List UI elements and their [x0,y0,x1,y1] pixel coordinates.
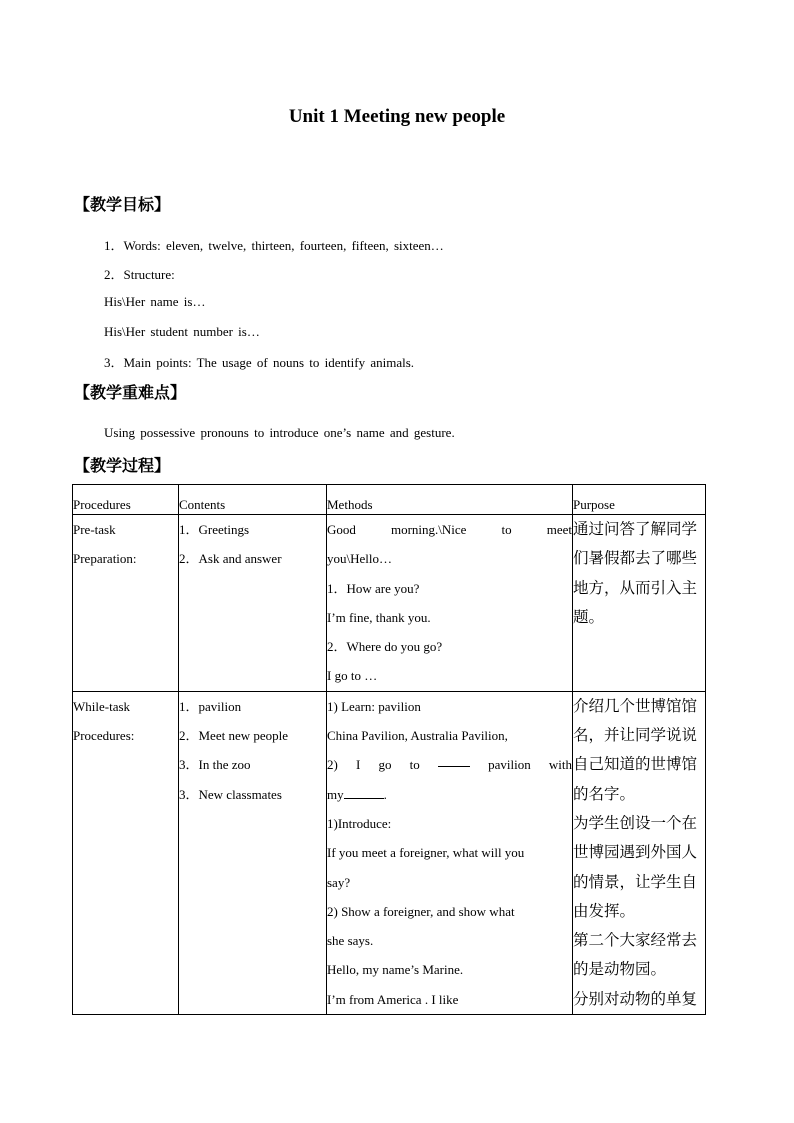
contents-item: 2．Meet new people [179,728,289,744]
page-title: Unit 1 Meeting new people [288,106,506,127]
procedure-text: Preparation: [73,551,137,567]
header-cell: Methods [327,485,573,515]
methods-line: 1) Learn: pavilion [327,698,421,714]
methods-line: China Pavilion, Australia Pavilion, [327,728,508,744]
objective-line: His\Her name is… [104,294,206,309]
methods-cell [327,515,573,692]
header-cell: Contents [179,485,327,515]
section-key-points-heading: 【教学重难点】 [74,383,187,402]
methods-line: 2) Show a foreigner, and show what [327,903,515,919]
purpose-line: 题。 [573,607,605,626]
purpose-line: 的是动物园。 [573,960,667,979]
objective-line: 2．Structure: [104,267,175,282]
methods-line: say? [327,874,351,890]
methods-line: 2．Where do you go? [327,639,443,655]
procedure-text: While-task [73,698,131,714]
procedure-text: Pre-task [73,522,116,537]
table-row [73,515,706,692]
contents-item: 3．New classmates [179,786,282,802]
methods-line: I go to … [327,668,378,684]
objective-line: His\Her student number is… [104,324,260,339]
purpose-line: 们暑假都去了哪些 [573,549,698,568]
purpose-line: 地方，从而引入主 [573,578,698,597]
purpose-cell [573,691,706,1014]
purpose-line: 分别对动物的单复 [573,989,698,1008]
header-cell: Purpose [573,485,706,515]
purpose-line: 世博园遇到外国人 [573,843,698,862]
fill-blank [438,750,470,767]
purpose-line: 自己知道的世博馆 [573,755,698,774]
methods-line: Good morning.\Nice to meet [327,522,572,537]
purpose-line: 为学生创设一个在 [573,813,698,832]
methods-line: If you meet a foreigner, what will you [327,845,525,861]
purpose-cell [573,515,706,692]
table-row [73,691,706,1014]
header-cell: Procedures [73,485,179,515]
objective-line: 1．Words: eleven, twelve, thirteen, fourteen, fifteen, sixteen… [104,238,444,253]
procedure-cell [73,691,179,1014]
purpose-line: 由发挥。 [573,901,636,920]
methods-line: I’m from America . I like [327,991,459,1007]
methods-line: she says. [327,933,374,949]
methods-cell [327,691,573,1014]
section-objectives-heading: 【教学目标】 [74,195,171,214]
objective-line: 3．Main points: The usage of nouns to identify animals. [104,355,415,370]
contents-item: 1．pavilion [179,698,242,714]
section-process-heading: 【教学过程】 [74,456,171,475]
contents-item: 1．Greetings [179,522,250,537]
methods-line: 2) I go to pavilion with [327,750,572,779]
purpose-line: 名，并让同学说说 [573,726,698,745]
contents-cell [179,691,327,1014]
methods-line: I’m fine, thank you. [327,609,431,625]
contents-item: 3．In the zoo [179,757,251,773]
methods-line: Hello, my name’s Marine. [327,962,464,978]
purpose-line: 介绍几个世博馆馆 [573,696,698,715]
contents-item: 2．Ask and answer [179,551,282,567]
procedure-table [72,484,706,1015]
methods-line: 1)Introduce: [327,815,392,831]
procedure-text: Procedures: [73,728,135,744]
contents-cell [179,515,327,692]
procedure-cell [73,515,179,692]
methods-line: you\Hello… [327,551,392,567]
purpose-line: 第二个大家经常去 [573,931,698,950]
methods-line: 1．How are you? [327,580,420,596]
purpose-line: 的名字。 [573,784,636,803]
fill-blank [344,782,384,799]
key-points-text: Using possessive pronouns to introduce one’s name and gesture. [104,425,455,440]
table-header-row [73,485,706,515]
methods-line: my . [327,780,572,809]
purpose-line: 通过问答了解同学 [573,520,698,538]
purpose-line: 的情景，让学生自 [573,872,698,891]
